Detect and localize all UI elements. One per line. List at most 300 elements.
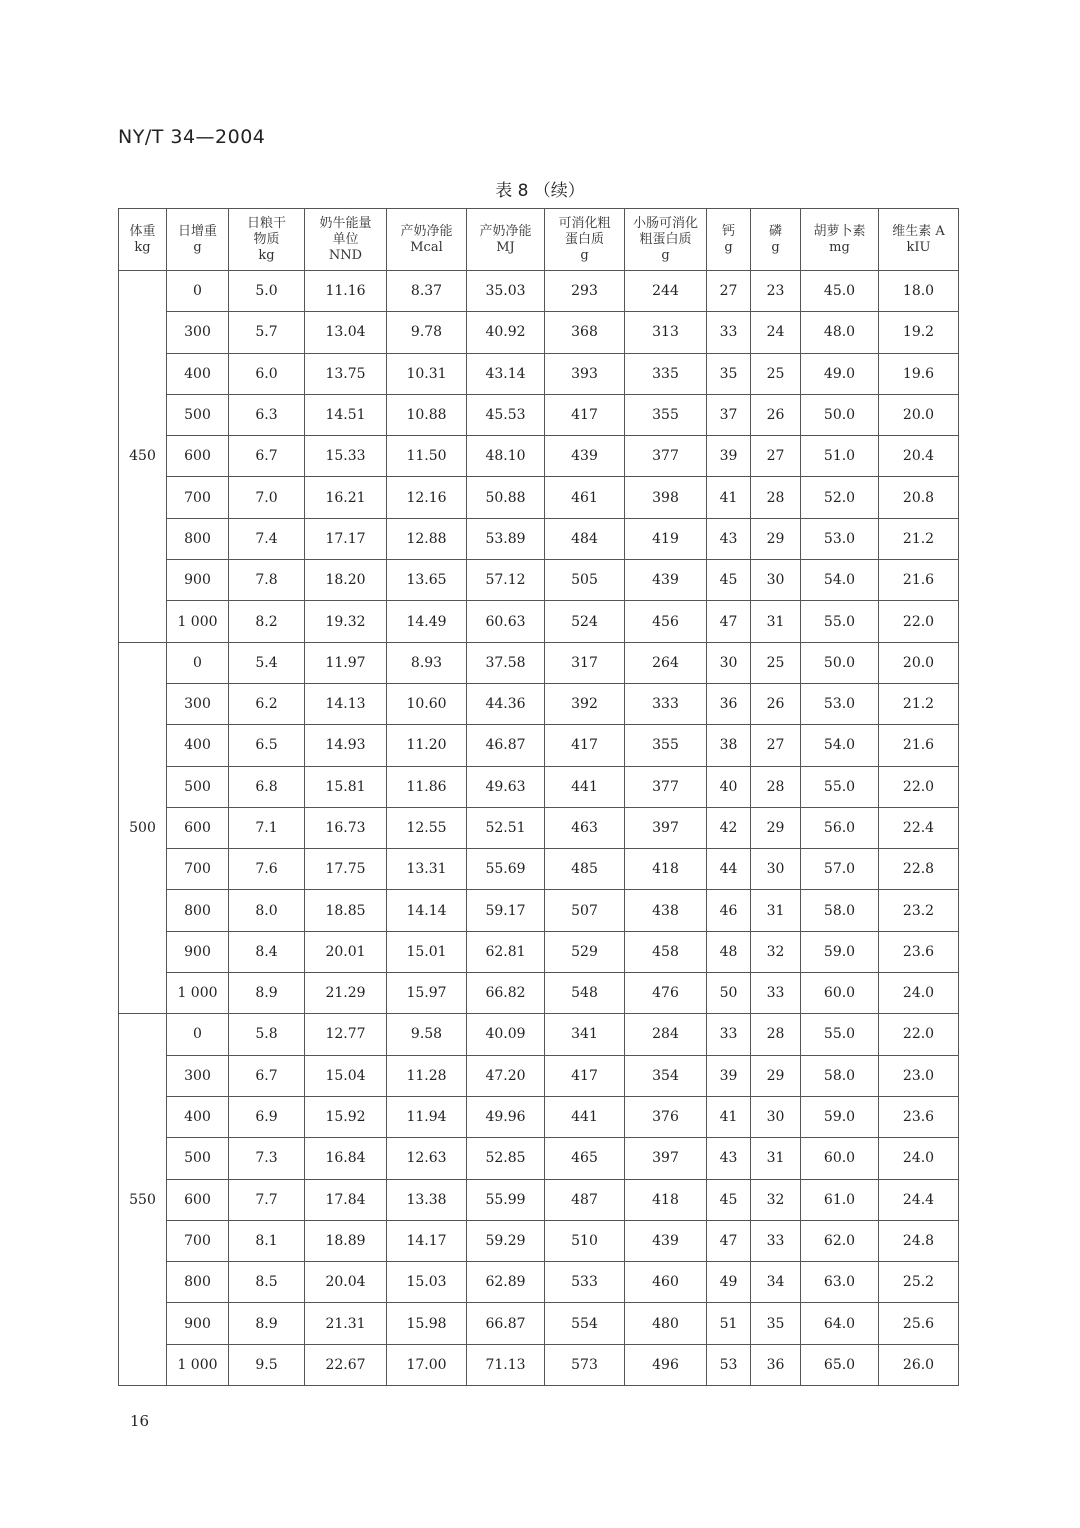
table-cell: 11.20	[387, 725, 467, 766]
table-cell: 6.9	[229, 1096, 305, 1137]
table-row	[119, 890, 959, 931]
table-cell: 27	[707, 271, 751, 312]
table-cell: 59.29	[467, 1220, 545, 1261]
table-cell: 533	[545, 1262, 625, 1303]
table-row	[119, 1303, 959, 1344]
table-cell: 8.9	[229, 1303, 305, 1344]
table-cell: 19.6	[879, 353, 959, 394]
table-cell: 458	[625, 931, 707, 972]
table-cell: 14.17	[387, 1220, 467, 1261]
table-cell: 20.4	[879, 436, 959, 477]
table-cell: 14.93	[305, 725, 387, 766]
table-cell: 28	[751, 1014, 801, 1055]
table-cell: 52.51	[467, 807, 545, 848]
table-cell: 60.63	[467, 601, 545, 642]
table-cell: 62.81	[467, 931, 545, 972]
table-cell: 59.0	[801, 931, 879, 972]
table-cell: 400	[167, 1096, 229, 1137]
table-cell: 45	[707, 560, 751, 601]
column-header: 日粮干 物质 kg	[229, 209, 305, 271]
table-cell: 25	[751, 642, 801, 683]
table-cell: 53.0	[801, 518, 879, 559]
table-cell: 48.0	[801, 312, 879, 353]
table-cell: 50.0	[801, 394, 879, 435]
table-cell: 9.5	[229, 1344, 305, 1385]
header-row	[119, 209, 959, 271]
column-header: 可消化粗 蛋白质 g	[545, 209, 625, 271]
table-cell: 341	[545, 1014, 625, 1055]
table-cell: 15.81	[305, 766, 387, 807]
table-cell: 42	[707, 807, 751, 848]
table-cell: 49.63	[467, 766, 545, 807]
table-cell: 20.0	[879, 394, 959, 435]
table-cell: 31	[751, 601, 801, 642]
table-cell: 32	[751, 931, 801, 972]
table-cell: 5.8	[229, 1014, 305, 1055]
table-cell: 476	[625, 973, 707, 1014]
table-cell: 49.0	[801, 353, 879, 394]
table-cell: 21.2	[879, 683, 959, 724]
table-cell: 1 000	[167, 1344, 229, 1385]
table-cell: 15.01	[387, 931, 467, 972]
table-cell: 46	[707, 890, 751, 931]
table-cell: 12.77	[305, 1014, 387, 1055]
table-cell: 15.04	[305, 1055, 387, 1096]
table-cell: 17.17	[305, 518, 387, 559]
table-cell: 48	[707, 931, 751, 972]
column-header: 产奶净能 MJ	[467, 209, 545, 271]
table-cell: 0	[167, 642, 229, 683]
table-cell: 53	[707, 1344, 751, 1385]
table-cell: 63.0	[801, 1262, 879, 1303]
table-cell: 60.0	[801, 973, 879, 1014]
table-cell: 33	[751, 973, 801, 1014]
table-row	[119, 1179, 959, 1220]
table-cell: 50.0	[801, 642, 879, 683]
table-cell: 54.0	[801, 560, 879, 601]
table-cell: 400	[167, 725, 229, 766]
table-cell: 417	[545, 1055, 625, 1096]
table-cell: 25.2	[879, 1262, 959, 1303]
table-cell: 8.4	[229, 931, 305, 972]
table-cell: 7.7	[229, 1179, 305, 1220]
table-row	[119, 725, 959, 766]
table-cell: 46.87	[467, 725, 545, 766]
table-cell: 29	[751, 807, 801, 848]
table-cell: 24	[751, 312, 801, 353]
table-cell: 65.0	[801, 1344, 879, 1385]
table-cell: 485	[545, 849, 625, 890]
column-header: 胡萝卜素 mg	[801, 209, 879, 271]
table-cell: 41	[707, 1096, 751, 1137]
table-cell: 21.6	[879, 560, 959, 601]
table-cell: 29	[751, 1055, 801, 1096]
table-cell: 23	[751, 271, 801, 312]
table-cell: 35.03	[467, 271, 545, 312]
column-header: 钙 g	[707, 209, 751, 271]
table-cell: 6.7	[229, 436, 305, 477]
table-cell: 7.3	[229, 1138, 305, 1179]
table-row	[119, 642, 959, 683]
table-cell: 418	[625, 849, 707, 890]
table-row	[119, 931, 959, 972]
table-cell: 510	[545, 1220, 625, 1261]
table-cell: 8.37	[387, 271, 467, 312]
table-row	[119, 560, 959, 601]
table-cell: 505	[545, 560, 625, 601]
table-cell: 376	[625, 1096, 707, 1137]
table-cell: 6.3	[229, 394, 305, 435]
table-cell: 45.53	[467, 394, 545, 435]
table-cell: 418	[625, 1179, 707, 1220]
table-cell: 800	[167, 890, 229, 931]
table-cell: 13.04	[305, 312, 387, 353]
table-cell: 900	[167, 560, 229, 601]
table-cell: 38	[707, 725, 751, 766]
table-cell: 66.82	[467, 973, 545, 1014]
table-cell: 392	[545, 683, 625, 724]
table-cell: 18.85	[305, 890, 387, 931]
table-cell: 355	[625, 725, 707, 766]
table-row	[119, 849, 959, 890]
table-cell: 13.31	[387, 849, 467, 890]
table-cell: 20.8	[879, 477, 959, 518]
table-cell: 29	[751, 518, 801, 559]
table-row	[119, 683, 959, 724]
table-cell: 39	[707, 1055, 751, 1096]
table-cell: 17.00	[387, 1344, 467, 1385]
table-cell: 8.93	[387, 642, 467, 683]
table-cell: 461	[545, 477, 625, 518]
table-cell: 463	[545, 807, 625, 848]
table-cell: 33	[751, 1220, 801, 1261]
table-cell: 15.97	[387, 973, 467, 1014]
table-cell: 23.6	[879, 1096, 959, 1137]
table-cell: 6.5	[229, 725, 305, 766]
table-cell: 34	[751, 1262, 801, 1303]
body-weight-cell: 500	[119, 642, 167, 1014]
table-cell: 700	[167, 1220, 229, 1261]
table-cell: 300	[167, 1055, 229, 1096]
table-cell: 52.0	[801, 477, 879, 518]
table-cell: 460	[625, 1262, 707, 1303]
table-cell: 33	[707, 1014, 751, 1055]
table-cell: 18.89	[305, 1220, 387, 1261]
table-cell: 19.2	[879, 312, 959, 353]
table-cell: 27	[751, 725, 801, 766]
table-cell: 5.0	[229, 271, 305, 312]
table-cell: 23.0	[879, 1055, 959, 1096]
table-cell: 244	[625, 271, 707, 312]
table-cell: 900	[167, 931, 229, 972]
table-cell: 40	[707, 766, 751, 807]
table-cell: 438	[625, 890, 707, 931]
table-cell: 12.88	[387, 518, 467, 559]
table-cell: 10.60	[387, 683, 467, 724]
table-cell: 397	[625, 1138, 707, 1179]
table-cell: 480	[625, 1303, 707, 1344]
table-row	[119, 518, 959, 559]
table-cell: 28	[751, 766, 801, 807]
table-cell: 700	[167, 477, 229, 518]
table-cell: 41	[707, 477, 751, 518]
table-cell: 24.4	[879, 1179, 959, 1220]
table-row	[119, 973, 959, 1014]
table-cell: 6.7	[229, 1055, 305, 1096]
table-row	[119, 1014, 959, 1055]
table-cell: 317	[545, 642, 625, 683]
table-cell: 12.63	[387, 1138, 467, 1179]
table-cell: 15.98	[387, 1303, 467, 1344]
table-row	[119, 271, 959, 312]
table-cell: 55.0	[801, 1014, 879, 1055]
table-cell: 21.6	[879, 725, 959, 766]
table-cell: 11.16	[305, 271, 387, 312]
table-cell: 31	[751, 890, 801, 931]
table-cell: 14.13	[305, 683, 387, 724]
table-cell: 13.38	[387, 1179, 467, 1220]
table-cell: 56.0	[801, 807, 879, 848]
table-cell: 0	[167, 271, 229, 312]
table-cell: 15.33	[305, 436, 387, 477]
table-cell: 7.8	[229, 560, 305, 601]
column-header: 体重 kg	[119, 209, 167, 271]
table-row	[119, 1344, 959, 1385]
table-cell: 26	[751, 394, 801, 435]
table-cell: 12.16	[387, 477, 467, 518]
table-cell: 30	[751, 1096, 801, 1137]
body-weight-cell: 550	[119, 1014, 167, 1386]
table-row	[119, 394, 959, 435]
table-row	[119, 353, 959, 394]
table-cell: 417	[545, 725, 625, 766]
column-header: 维生素 A kIU	[879, 209, 959, 271]
table-cell: 64.0	[801, 1303, 879, 1344]
table-cell: 6.0	[229, 353, 305, 394]
table-cell: 45.0	[801, 271, 879, 312]
table-cell: 419	[625, 518, 707, 559]
table-cell: 400	[167, 353, 229, 394]
table-cell: 10.88	[387, 394, 467, 435]
table-cell: 6.8	[229, 766, 305, 807]
table-cell: 800	[167, 1262, 229, 1303]
table-cell: 335	[625, 353, 707, 394]
table-cell: 55.0	[801, 601, 879, 642]
table-cell: 58.0	[801, 890, 879, 931]
table-cell: 39	[707, 436, 751, 477]
table-cell: 441	[545, 766, 625, 807]
table-cell: 53.0	[801, 683, 879, 724]
table-cell: 417	[545, 394, 625, 435]
table-cell: 32	[751, 1179, 801, 1220]
table-cell: 30	[707, 642, 751, 683]
table-cell: 28	[751, 477, 801, 518]
table-cell: 35	[751, 1303, 801, 1344]
table-cell: 7.1	[229, 807, 305, 848]
table-cell: 398	[625, 477, 707, 518]
table-cell: 26.0	[879, 1344, 959, 1385]
table-cell: 22.0	[879, 1014, 959, 1055]
column-header: 磷 g	[751, 209, 801, 271]
table-cell: 7.4	[229, 518, 305, 559]
table-cell: 61.0	[801, 1179, 879, 1220]
table-cell: 43.14	[467, 353, 545, 394]
table-cell: 8.2	[229, 601, 305, 642]
table-cell: 66.87	[467, 1303, 545, 1344]
table-cell: 16.21	[305, 477, 387, 518]
table-cell: 548	[545, 973, 625, 1014]
table-cell: 35	[707, 353, 751, 394]
table-cell: 20.01	[305, 931, 387, 972]
table-row	[119, 1138, 959, 1179]
table-cell: 53.89	[467, 518, 545, 559]
table-cell: 44.36	[467, 683, 545, 724]
table-cell: 30	[751, 849, 801, 890]
table-cell: 500	[167, 1138, 229, 1179]
table-row	[119, 766, 959, 807]
table-cell: 17.84	[305, 1179, 387, 1220]
table-cell: 18.0	[879, 271, 959, 312]
table-cell: 368	[545, 312, 625, 353]
table-cell: 313	[625, 312, 707, 353]
table-cell: 50.88	[467, 477, 545, 518]
table-cell: 26	[751, 683, 801, 724]
table-cell: 465	[545, 1138, 625, 1179]
table-cell: 62.0	[801, 1220, 879, 1261]
table-cell: 8.5	[229, 1262, 305, 1303]
table-cell: 23.6	[879, 931, 959, 972]
table-cell: 47	[707, 601, 751, 642]
table-cell: 439	[625, 560, 707, 601]
column-header: 产奶净能 Mcal	[387, 209, 467, 271]
table-cell: 36	[751, 1344, 801, 1385]
table-row	[119, 1055, 959, 1096]
table-cell: 51.0	[801, 436, 879, 477]
table-cell: 22.8	[879, 849, 959, 890]
table-cell: 27	[751, 436, 801, 477]
table-cell: 8.0	[229, 890, 305, 931]
table-row	[119, 312, 959, 353]
table-cell: 18.20	[305, 560, 387, 601]
table-cell: 40.09	[467, 1014, 545, 1055]
table-row	[119, 1262, 959, 1303]
table-caption: 表 8 （续）	[495, 181, 585, 201]
table-cell: 55.99	[467, 1179, 545, 1220]
table-cell: 500	[167, 394, 229, 435]
table-cell: 31	[751, 1138, 801, 1179]
table-cell: 21.31	[305, 1303, 387, 1344]
page-number: 16	[130, 1412, 150, 1430]
table-cell: 17.75	[305, 849, 387, 890]
table-cell: 50	[707, 973, 751, 1014]
table-cell: 51	[707, 1303, 751, 1344]
table-row	[119, 436, 959, 477]
table-cell: 500	[167, 766, 229, 807]
table-cell: 393	[545, 353, 625, 394]
table-cell: 8.9	[229, 973, 305, 1014]
table-body	[119, 271, 959, 1386]
table-cell: 5.7	[229, 312, 305, 353]
table-cell: 573	[545, 1344, 625, 1385]
table-cell: 377	[625, 436, 707, 477]
table-cell: 16.84	[305, 1138, 387, 1179]
table-cell: 22.4	[879, 807, 959, 848]
table-cell: 333	[625, 683, 707, 724]
table-header	[119, 209, 959, 271]
table-cell: 600	[167, 436, 229, 477]
table-cell: 439	[625, 1220, 707, 1261]
table-cell: 37.58	[467, 642, 545, 683]
table-cell: 441	[545, 1096, 625, 1137]
table-cell: 57.12	[467, 560, 545, 601]
table-cell: 25.6	[879, 1303, 959, 1344]
table-cell: 52.85	[467, 1138, 545, 1179]
table-cell: 14.51	[305, 394, 387, 435]
table-cell: 24.8	[879, 1220, 959, 1261]
table-cell: 36	[707, 683, 751, 724]
table-cell: 5.4	[229, 642, 305, 683]
table-cell: 1 000	[167, 601, 229, 642]
table-cell: 0	[167, 1014, 229, 1055]
table-cell: 293	[545, 271, 625, 312]
table-cell: 71.13	[467, 1344, 545, 1385]
table-cell: 47.20	[467, 1055, 545, 1096]
table-cell: 48.10	[467, 436, 545, 477]
body-weight-cell: 450	[119, 271, 167, 643]
table-cell: 11.97	[305, 642, 387, 683]
document-code: NY/T 34—2004	[118, 126, 266, 148]
table-cell: 45	[707, 1179, 751, 1220]
table-cell: 600	[167, 807, 229, 848]
table-cell: 24.0	[879, 973, 959, 1014]
table-cell: 456	[625, 601, 707, 642]
table-row	[119, 477, 959, 518]
table-cell: 47	[707, 1220, 751, 1261]
table-cell: 12.55	[387, 807, 467, 848]
table-cell: 15.92	[305, 1096, 387, 1137]
table-row	[119, 601, 959, 642]
table-cell: 16.73	[305, 807, 387, 848]
table-cell: 14.49	[387, 601, 467, 642]
table-cell: 22.0	[879, 766, 959, 807]
table-cell: 22.0	[879, 601, 959, 642]
table-row	[119, 1096, 959, 1137]
table-cell: 11.28	[387, 1055, 467, 1096]
table-cell: 9.58	[387, 1014, 467, 1055]
table-cell: 900	[167, 1303, 229, 1344]
table-cell: 529	[545, 931, 625, 972]
table-cell: 15.03	[387, 1262, 467, 1303]
table-cell: 30	[751, 560, 801, 601]
table-cell: 439	[545, 436, 625, 477]
nutrient-table	[118, 208, 959, 1386]
table-cell: 13.65	[387, 560, 467, 601]
table-cell: 284	[625, 1014, 707, 1055]
table-cell: 20.0	[879, 642, 959, 683]
column-header: 小肠可消化 粗蛋白质 g	[625, 209, 707, 271]
table-cell: 43	[707, 518, 751, 559]
table-cell: 58.0	[801, 1055, 879, 1096]
table-cell: 524	[545, 601, 625, 642]
table-cell: 300	[167, 312, 229, 353]
table-row	[119, 1220, 959, 1261]
table-cell: 57.0	[801, 849, 879, 890]
table-cell: 13.75	[305, 353, 387, 394]
table-cell: 62.89	[467, 1262, 545, 1303]
table-cell: 8.1	[229, 1220, 305, 1261]
table-cell: 54.0	[801, 725, 879, 766]
table-cell: 55.69	[467, 849, 545, 890]
